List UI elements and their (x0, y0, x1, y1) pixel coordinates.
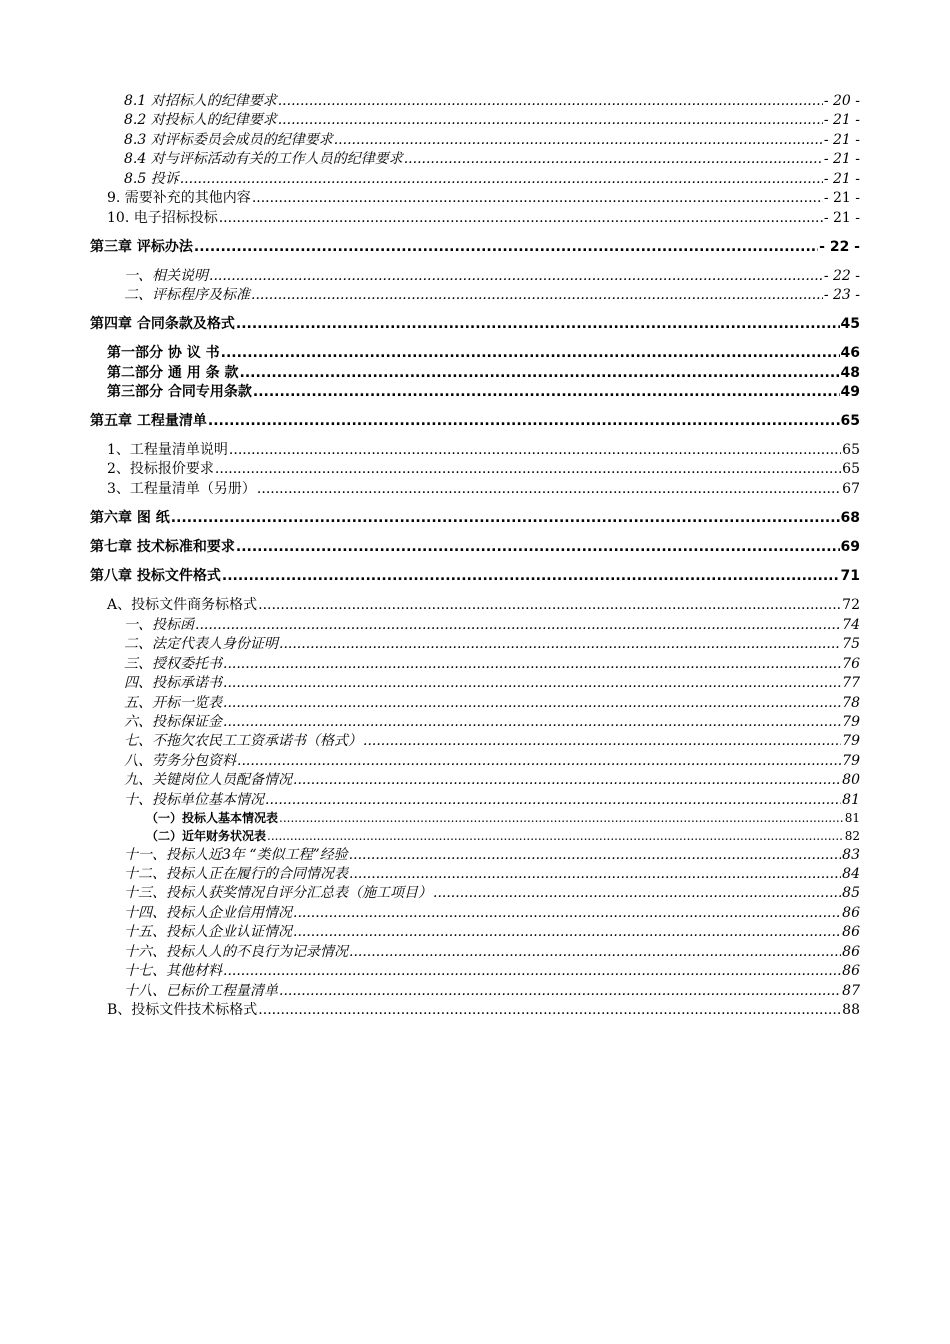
toc-entry[interactable] (107, 460, 860, 478)
toc-leader-dots (251, 286, 823, 304)
toc-entry-title: 十七、其他材料 (124, 963, 222, 979)
toc-entry[interactable] (124, 150, 860, 168)
toc-leader-dots (334, 131, 823, 149)
toc-entry-title: A、投标文件商务标格式 (107, 597, 258, 613)
toc-entry[interactable] (124, 791, 860, 809)
toc-entry-title: 9. 需要补充的其他内容 (107, 190, 251, 206)
toc-leader-dots (252, 189, 823, 207)
toc-entry-page: 83 (842, 847, 860, 863)
toc-entry[interactable] (146, 809, 860, 827)
toc-entry[interactable] (124, 732, 860, 750)
toc-leader-dots (404, 150, 823, 168)
toc-entry-title: 8.5 投诉 (124, 171, 179, 187)
toc-leader-dots (267, 827, 844, 845)
toc-entry-title: 二、法定代表人身份证明 (124, 636, 278, 652)
toc-entry-title: 10. 电子招标投标 (107, 210, 218, 226)
toc-leader-dots (433, 884, 841, 902)
toc-leader-dots (209, 267, 823, 285)
toc-entry-title: （一）投标人基本情况表 (146, 811, 279, 825)
toc-entry-page: 65 (842, 442, 860, 458)
toc-entry[interactable] (107, 344, 860, 362)
toc-entry-title: 第八章 投标文件格式 (90, 568, 221, 584)
toc-entry[interactable] (124, 694, 860, 712)
toc-entry-page: 80 (842, 772, 860, 788)
toc-entry-title: 十五、投标人企业认证情况 (124, 924, 292, 940)
toc-entry[interactable] (124, 616, 860, 634)
toc-chapter[interactable] (90, 315, 860, 333)
toc-entry-page: - 20 - (823, 93, 860, 109)
toc-leader-dots (253, 383, 840, 401)
toc-entry-title: 3、工程量清单（另册） (107, 481, 256, 497)
toc-entry[interactable] (124, 982, 860, 1000)
toc-leader-dots (223, 694, 841, 712)
toc-entry-page: 65 (840, 413, 860, 429)
toc-entry[interactable] (124, 923, 860, 941)
toc-entry[interactable] (107, 1001, 860, 1019)
toc-entry-title: 十六、投标人人的不良行为记录情况 (124, 944, 348, 960)
toc-leader-dots (257, 480, 841, 498)
toc-leader-dots (349, 865, 841, 883)
toc-entry[interactable] (107, 480, 860, 498)
toc-chapter[interactable] (90, 509, 860, 527)
toc-entry-title: 十四、投标人企业信用情况 (124, 905, 292, 921)
toc-leader-dots (279, 635, 841, 653)
toc-leader-dots (258, 596, 841, 614)
toc-entry-title: B、投标文件技术标格式 (107, 1002, 258, 1018)
toc-entry-title: 十八、已标价工程量清单 (124, 983, 278, 999)
toc-entry[interactable] (107, 364, 860, 382)
toc-entry-page: 88 (842, 1002, 860, 1018)
toc-leader-dots (236, 315, 840, 333)
toc-entry-page: - 21 - (823, 132, 860, 148)
toc-leader-dots (195, 616, 841, 634)
toc-leader-dots (279, 982, 841, 1000)
toc-entry[interactable] (124, 674, 860, 692)
toc-entry[interactable] (124, 267, 860, 285)
toc-leader-dots (222, 567, 840, 585)
toc-entry-title: 三、授权委托书 (124, 656, 222, 672)
toc-entry-page: 74 (842, 617, 860, 633)
toc-chapter[interactable] (90, 567, 860, 585)
toc-entry[interactable] (124, 884, 860, 902)
toc-leader-dots (221, 344, 840, 362)
toc-entry[interactable] (124, 771, 860, 789)
toc-entry-page: 84 (842, 866, 860, 882)
toc-entry-page: 87 (842, 983, 860, 999)
toc-leader-dots (194, 238, 818, 256)
toc-entry-page: - 21 - (823, 171, 860, 187)
toc-entry-page: - 22 - (823, 268, 860, 284)
toc-entry-page: - 21 - (823, 210, 860, 226)
toc-entry[interactable] (124, 713, 860, 731)
toc-entry[interactable] (107, 189, 860, 207)
toc-leader-dots (240, 364, 840, 382)
toc-entry-page: 86 (842, 905, 860, 921)
toc-entry-title: 第七章 技术标准和要求 (90, 539, 235, 555)
toc-entry-title: 8.1 对招标人的纪律要求 (124, 93, 277, 109)
toc-entry-page: 85 (842, 885, 860, 901)
toc-entry-page: 67 (842, 481, 860, 497)
toc-leader-dots (208, 412, 840, 430)
toc-entry-page: 48 (840, 365, 860, 381)
toc-entry[interactable] (107, 441, 860, 459)
toc-entry-page: 77 (842, 675, 860, 691)
toc-entry-title: 一、投标函 (124, 617, 194, 633)
toc-entry-page: 75 (842, 636, 860, 652)
toc-entry-page: 79 (842, 733, 860, 749)
toc-entry-title: 第四章 合同条款及格式 (90, 316, 235, 332)
toc-entry-page: - 22 - (819, 239, 860, 255)
toc-entry-title: 十二、投标人正在履行的合同情况表 (124, 866, 348, 882)
toc-leader-dots (293, 923, 841, 941)
toc-entry-title: 8.4 对与评标活动有关的工作人员的纪律要求 (124, 151, 403, 167)
toc-entry-page: 49 (840, 384, 860, 400)
toc-entry-title: 第五章 工程量清单 (90, 413, 207, 429)
toc-leader-dots (219, 209, 823, 227)
toc-entry[interactable] (124, 92, 860, 110)
toc-entry-page: - 21 - (823, 190, 860, 206)
toc-leader-dots (229, 441, 841, 459)
toc-entry-title: 十、投标单位基本情况 (124, 792, 264, 808)
toc-entry-title: 8.2 对投标人的纪律要求 (124, 112, 277, 128)
toc-leader-dots (278, 92, 823, 110)
toc-entry[interactable] (124, 943, 860, 961)
toc-entry-page: 79 (842, 753, 860, 769)
toc-leader-dots (293, 771, 841, 789)
toc-chapter[interactable] (90, 412, 860, 430)
toc-entry-page: 71 (840, 568, 860, 584)
toc-leader-dots (180, 170, 823, 188)
toc-leader-dots (349, 846, 842, 864)
toc-entry-page: 72 (842, 597, 860, 613)
toc-leader-dots (223, 655, 841, 673)
toc-leader-dots (223, 674, 841, 692)
toc-entry-title: 九、关键岗位人员配备情况 (124, 772, 292, 788)
toc-entry-page: - 23 - (823, 287, 860, 303)
toc-leader-dots (278, 111, 823, 129)
toc-entry-page: 86 (842, 963, 860, 979)
toc-entry[interactable] (124, 865, 860, 883)
toc-leader-dots (236, 538, 840, 556)
toc-entry[interactable] (107, 383, 860, 401)
toc-entry-title: 第六章 图 纸 (90, 510, 170, 526)
toc-entry[interactable] (124, 131, 860, 149)
toc-entry[interactable] (107, 596, 860, 614)
toc-leader-dots (215, 460, 841, 478)
toc-entry[interactable] (107, 209, 860, 227)
toc-entry-title: 第三章 评标办法 (90, 239, 193, 255)
toc-entry[interactable] (124, 286, 860, 304)
toc-entry[interactable] (124, 904, 860, 922)
toc-entry-title: 二、评标程序及标准 (124, 287, 250, 303)
toc-entry-title: 第二部分 通 用 条 款 (107, 365, 239, 381)
toc-entry[interactable] (124, 111, 860, 129)
toc-entry-page: 86 (842, 924, 860, 940)
toc-entry-page: 79 (842, 714, 860, 730)
toc-entry-page: 45 (840, 316, 860, 332)
toc-entry-title: 一、相关说明 (124, 268, 208, 284)
toc-leader-dots (363, 732, 841, 750)
toc-entry-title: 1、工程量清单说明 (107, 442, 228, 458)
toc-entry-title: 四、投标承诺书 (124, 675, 222, 691)
toc-entry-page: - 21 - (823, 151, 860, 167)
toc-entry-title: 六、投标保证金 (124, 714, 222, 730)
toc-leader-dots (265, 791, 841, 809)
toc-entry-title: 2、投标报价要求 (107, 461, 214, 477)
toc-entry[interactable] (124, 655, 860, 673)
toc-entry[interactable] (124, 846, 860, 864)
toc-chapter[interactable] (90, 538, 860, 556)
toc-entry-page: - 21 - (823, 112, 860, 128)
toc-entry-title: （二）近年财务状况表 (146, 829, 267, 843)
toc-leader-dots (237, 752, 841, 770)
toc-leader-dots (171, 509, 840, 527)
toc-leader-dots (279, 809, 844, 827)
toc-entry-title: 十一、投标人近3年 “类似工程”经验 (124, 847, 348, 863)
toc-entry-page: 82 (844, 829, 860, 843)
toc-leader-dots (258, 1001, 841, 1019)
toc-entry-title: 五、开标一览表 (124, 695, 222, 711)
toc-entry-page: 76 (842, 656, 860, 672)
toc-entry-page: 65 (842, 461, 860, 477)
toc-leader-dots (349, 943, 841, 961)
toc-leader-dots (223, 962, 841, 980)
toc-leader-dots (293, 904, 841, 922)
toc-entry[interactable] (124, 962, 860, 980)
toc-entry-title: 第三部分 合同专用条款 (107, 384, 252, 400)
toc-entry-title: 十三、投标人获奖情况自评分汇总表（施工项目） (124, 885, 432, 901)
toc-entry-title: 第一部分 协 议 书 (107, 345, 220, 361)
toc-entry-page: 86 (842, 944, 860, 960)
toc-entry[interactable] (124, 170, 860, 188)
toc-entry-title: 八、劳务分包资料 (124, 753, 236, 769)
toc-entry-page: 78 (842, 695, 860, 711)
toc-entry-title: 七、不拖欠农民工工资承诺书（格式） (124, 733, 362, 749)
toc-entry-page: 46 (840, 345, 860, 361)
toc-leader-dots (223, 713, 841, 731)
toc-entry[interactable] (124, 752, 860, 770)
toc-entry-title: 8.3 对评标委员会成员的纪律要求 (124, 132, 333, 148)
toc-entry[interactable] (124, 635, 860, 653)
toc-entry-page: 81 (844, 811, 860, 825)
toc-entry-page: 69 (840, 539, 860, 555)
toc-entry-page: 68 (840, 510, 860, 526)
toc-chapter[interactable] (90, 238, 860, 256)
toc-entry-page: 81 (842, 792, 860, 808)
toc-entry[interactable] (146, 827, 860, 845)
